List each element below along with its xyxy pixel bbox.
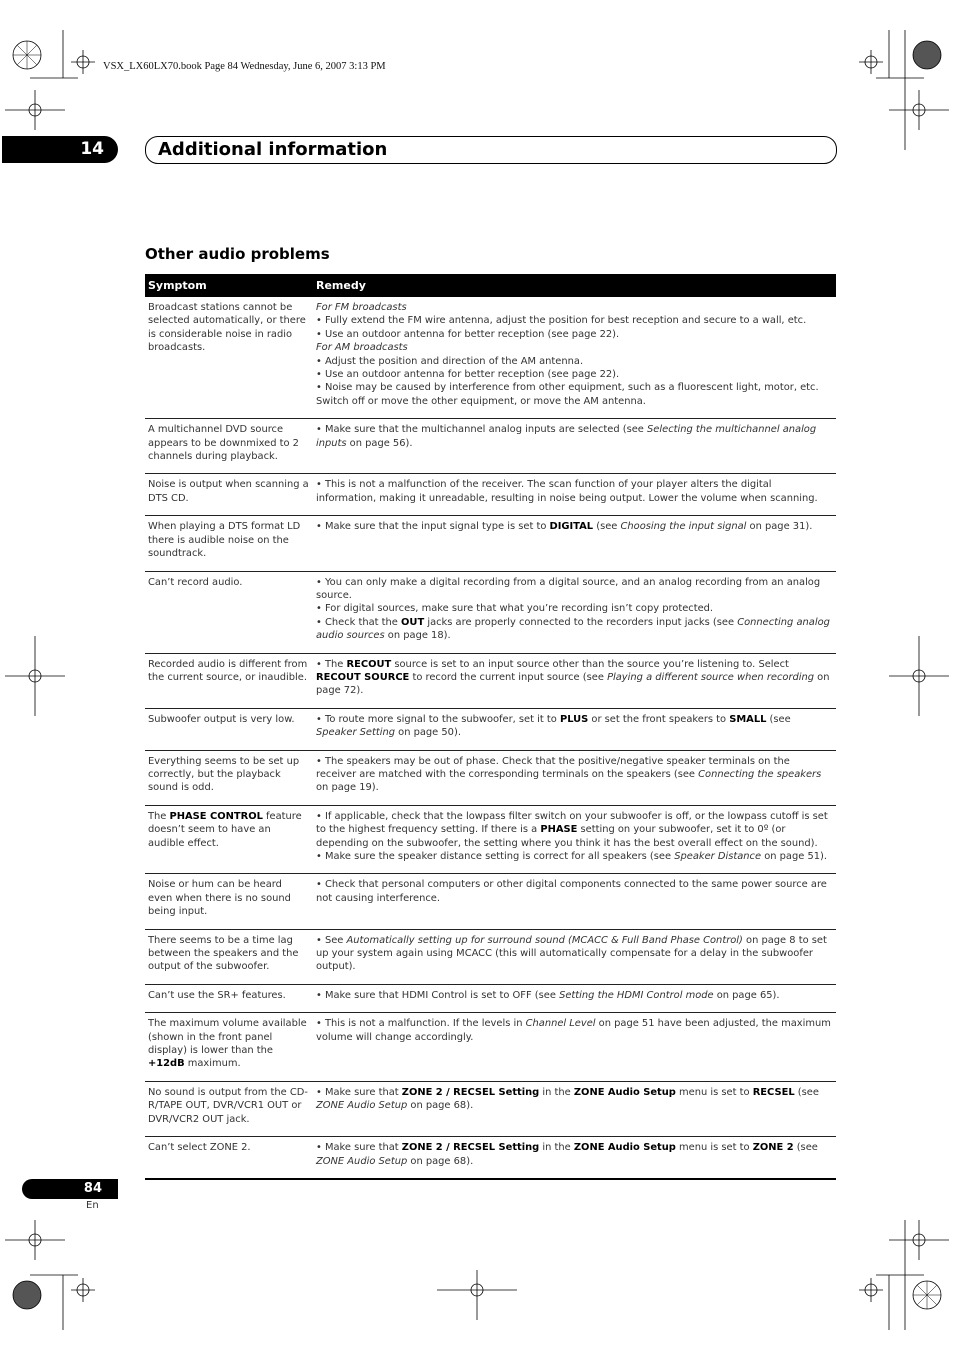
bold-text: +12dB (148, 1058, 185, 1070)
chapter-title: Additional information (158, 139, 388, 160)
text-segment: • The speakers may be out of phase. Check that the positive/negative speaker terminals on the receiver are matched with the corresponding terminals on the speakers (see (316, 755, 790, 780)
text-segment: • You can only make a digital recording from a digital source, and an analog recording from an analog source. (316, 576, 821, 601)
table-body (145, 297, 836, 1179)
italic-reference: ZONE Audio Setup (316, 1100, 408, 1112)
text-segment: • This is not a malfunction. If the levels in (316, 1018, 526, 1030)
text-segment: maximum. (184, 1058, 241, 1070)
bold-text: ZONE Audio Setup (573, 1086, 676, 1098)
bold-text: PHASE (540, 824, 578, 836)
remedy-cell (313, 571, 836, 653)
table-row (145, 474, 836, 516)
remedy-cell (313, 1137, 836, 1179)
table-row (145, 929, 836, 984)
text-segment: (see (593, 521, 621, 533)
text-segment: • Noise may be caused by interference from other equipment, such as a fluorescent light, motor, etc. Switch off or move the other equipment, or move the AM antenna. (316, 382, 819, 407)
text-segment: to record the current input source (see (409, 671, 608, 683)
table-row (145, 750, 836, 805)
remedy-cell (313, 1081, 836, 1136)
table-row (145, 571, 836, 653)
text-segment: • See (316, 934, 347, 946)
symptom-cell: A multichannel DVD source appears to be downmixed to 2 channels during playback. (145, 419, 313, 474)
symptom-cell (145, 1013, 313, 1082)
chapter-number: 14 (80, 139, 104, 159)
chapter-header-bar (145, 136, 837, 164)
bold-text: RECOUT SOURCE (316, 671, 410, 683)
text-segment: • Adjust the position and direction of the AM antenna. (316, 355, 584, 367)
italic-reference: Setting the HDMI Control mode (559, 989, 714, 1001)
text-segment: • This is not a malfunction of the receiver. The scan function of your player alters the digital information, making it unreadable, resulting in noise being output. Lower the volume when scanning. (316, 479, 818, 504)
bold-text: ZONE 2 / RECSEL Setting (401, 1142, 540, 1154)
table-row (145, 516, 836, 571)
remedy-cell (313, 419, 836, 474)
remedy-cell (313, 516, 836, 571)
text-segment: • Fully extend the FM wire antenna, adjust the position for best reception and secure to a wall, etc. (316, 315, 807, 327)
remedy-cell (313, 297, 836, 419)
text-segment: • Use an outdoor antenna for better reception (see page 22). (316, 369, 620, 381)
italic-reference: Playing a different source when recording (607, 671, 815, 683)
symptom-cell: Subwoofer output is very low. (145, 708, 313, 750)
text-segment: on page 51 have been adjusted, the maximum volume will change accordingly. (316, 1018, 831, 1043)
text-segment: The maximum volume available (shown in the front panel display) is lower than the (148, 1018, 307, 1057)
text-segment: • If applicable, check that the lowpass filter switch on your subwoofer is off, or the lowpass cutoff is set to the highest frequency setting. If there is a (316, 810, 828, 836)
symptom-cell: Noise or hum can be heard even when there is no sound being input. (145, 874, 313, 929)
text-segment: on page 65). (713, 989, 780, 1001)
remedy-cell (313, 874, 836, 929)
table-row (145, 805, 836, 874)
table-row (145, 874, 836, 929)
table-header-row (145, 274, 836, 297)
remedy-cell (313, 653, 836, 708)
text-segment: (see (794, 1086, 819, 1098)
italic-reference: For FM broadcasts (316, 302, 407, 313)
text-segment: (see (793, 1142, 818, 1154)
bold-text: PLUS (559, 713, 589, 725)
text-segment: on page 31). (746, 521, 813, 533)
page-number: 84 (83, 1181, 102, 1196)
text-segment: setting on your subwoofer, set it to 0º (or depending on the subwoofer, the setting where you think it has the best overall effect on the sound). (316, 824, 818, 849)
remedy-cell (313, 708, 836, 750)
italic-reference: Connecting analog audio sources (316, 616, 830, 642)
print-info-line: VSX_LX60LX70.book Page 84 Wednesday, June 6, 2007 3:13 PM (103, 61, 386, 72)
table-row (145, 1013, 836, 1082)
remedy-cell (313, 474, 836, 516)
symptom-cell: Everything seems to be set up correctly, but the playback sound is odd. (145, 750, 313, 805)
table-row (145, 653, 836, 708)
text-segment: on page 72). (316, 671, 830, 697)
remedy-cell (313, 929, 836, 984)
text-segment: • Use an outdoor antenna for better reception (see page 22). (316, 328, 620, 340)
remedy-cell (313, 1013, 836, 1082)
text-segment: • Make sure that HDMI Control is set to OFF (see (316, 989, 560, 1001)
text-segment: on page 8 to set up your system again using MCACC (this will automatically compensate for a delay in the subwoofer output). (316, 934, 827, 973)
italic-reference: Choosing the input signal (620, 521, 747, 533)
text-segment: feature doesn’t seem to have an audible effect. (148, 810, 302, 849)
bold-text: PHASE CONTROL (169, 810, 263, 822)
text-segment: in the (539, 1086, 574, 1098)
text-segment: on page 68). (407, 1155, 474, 1167)
bold-text: ZONE Audio Setup (573, 1142, 676, 1154)
text-segment: • For digital sources, make sure that what you’re recording isn’t copy protected. (316, 603, 714, 615)
text-segment: • Check that personal computers or other digital components connected to the same power source are not causing interference. (316, 879, 827, 904)
table-row (145, 419, 836, 474)
text-segment: menu is set to (675, 1142, 753, 1154)
text-segment: jacks are properly connected to the recorders input jacks (see (424, 616, 738, 628)
text-segment: The (148, 810, 170, 822)
text-segment: on page 50). (395, 727, 461, 739)
italic-reference: Automatically setting up for surround sound (MCACC & Full Band Phase Control) (346, 934, 743, 946)
text-segment: on page 56). (346, 437, 413, 449)
text-segment: on page 19). (316, 782, 379, 794)
italic-reference: Selecting the multichannel analog inputs (316, 424, 817, 449)
text-segment: or set the front speakers to (588, 713, 730, 725)
table-row (145, 297, 836, 419)
text-segment: source is set to an input source other than the source you’re listening to. Select (391, 658, 789, 670)
bold-text: ZONE 2 (752, 1142, 794, 1154)
italic-reference: Speaker Setting (316, 727, 396, 739)
text-segment: (see (766, 713, 791, 725)
remedy-cell (313, 750, 836, 805)
table-row (145, 1081, 836, 1136)
symptom-cell: Broadcast stations cannot be selected automatically, or there is considerable noise in radio broadcasts. (145, 297, 313, 419)
text-segment: • Make sure that (316, 1142, 402, 1154)
table-row (145, 984, 836, 1012)
remedy-cell (313, 984, 836, 1012)
table-row (145, 708, 836, 750)
column-header-remedy: Remedy (313, 274, 836, 297)
bold-text: ZONE 2 / RECSEL Setting (401, 1086, 540, 1098)
italic-reference: Channel Level (525, 1018, 596, 1030)
symptom-cell: No sound is output from the CD-R/TAPE OUT, DVR/VCR1 OUT or DVR/VCR2 OUT jack. (145, 1081, 313, 1136)
bold-text: RECSEL (752, 1086, 795, 1098)
text-segment: • Make sure that the input signal type is set to (316, 521, 550, 533)
remedy-cell (313, 805, 836, 874)
bold-text: DIGITAL (549, 521, 594, 533)
symptom-cell: Recorded audio is different from the current source, or inaudible. (145, 653, 313, 708)
troubleshooting-table (145, 274, 836, 1180)
page-number-tab (22, 1179, 118, 1199)
text-segment: • Make sure the speaker distance setting is correct for all speakers (see (316, 851, 675, 862)
text-segment: on page 18). (384, 630, 451, 642)
text-segment: on page 68). (407, 1100, 474, 1112)
symptom-cell: Noise is output when scanning a DTS CD. (145, 474, 313, 516)
text-segment: • Check that the (316, 616, 402, 628)
text-segment: menu is set to (675, 1086, 753, 1098)
chapter-number-tab (2, 136, 118, 163)
text-segment: • The (316, 658, 347, 670)
italic-reference: ZONE Audio Setup (316, 1155, 408, 1167)
text-segment: on page 51). (761, 851, 828, 862)
text-segment: • To route more signal to the subwoofer, set it to (316, 713, 560, 725)
text-segment: • Make sure that the multichannel analog inputs are selected (see (316, 424, 648, 436)
table-row (145, 1137, 836, 1179)
symptom-cell: Can’t record audio. (145, 571, 313, 653)
text-segment: • Make sure that (316, 1086, 402, 1098)
bold-text: RECOUT (346, 658, 392, 670)
symptom-cell: There seems to be a time lag between the speakers and the output of the subwoofer. (145, 929, 313, 984)
symptom-cell (145, 805, 313, 874)
bold-text: OUT (401, 616, 425, 628)
language-code: En (86, 1200, 99, 1211)
italic-reference: For AM broadcasts (316, 342, 408, 354)
column-header-symptom: Symptom (145, 274, 313, 297)
section-title: Other audio problems (145, 245, 330, 263)
italic-reference: Speaker Distance (674, 851, 762, 862)
italic-reference: Connecting the speakers (698, 768, 822, 780)
symptom-cell: Can’t select ZONE 2. (145, 1137, 313, 1179)
bold-text: SMALL (729, 713, 767, 725)
symptom-cell: Can’t use the SR+ features. (145, 984, 313, 1012)
symptom-cell: When playing a DTS format LD there is audible noise on the soundtrack. (145, 516, 313, 571)
text-segment: in the (539, 1142, 574, 1154)
